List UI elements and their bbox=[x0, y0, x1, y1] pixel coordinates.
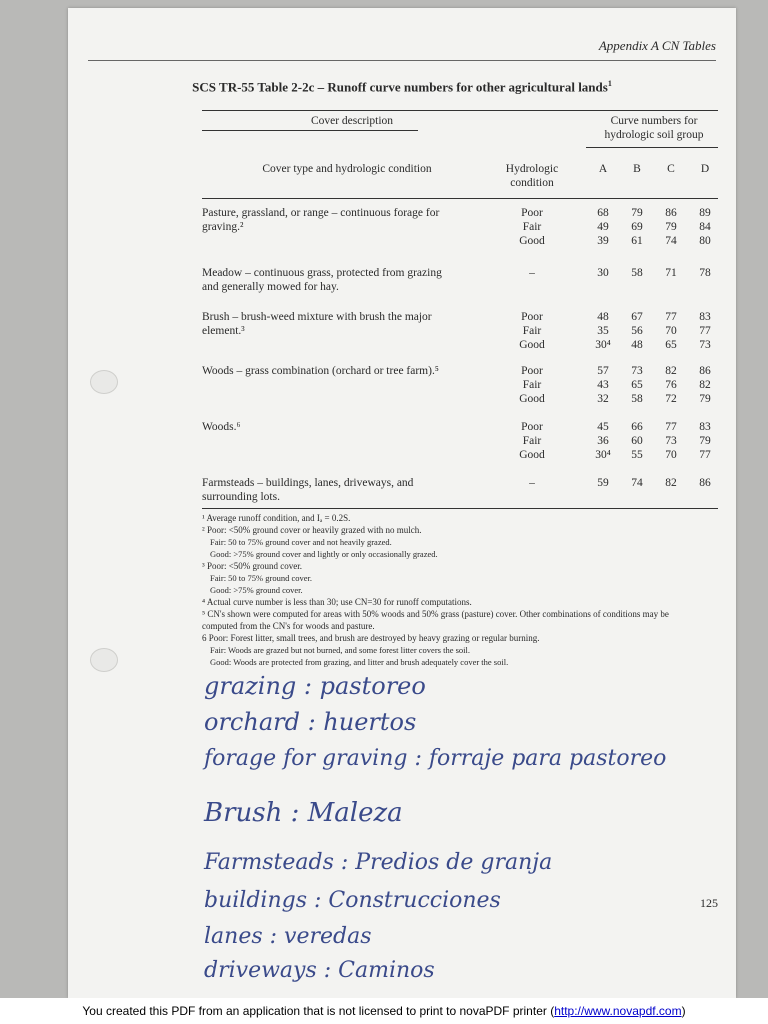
condition-cell: Poor bbox=[521, 207, 543, 219]
notice-suffix: ) bbox=[681, 1004, 686, 1018]
condition-cell: Poor bbox=[521, 311, 543, 323]
cn-c-cell: 86 bbox=[665, 207, 677, 219]
footnote-line: Good: >75% ground cover and lightly or only occasionally grazed. bbox=[210, 549, 438, 559]
condition-cell: Fair bbox=[522, 221, 542, 233]
cover-type-cell: Woods.⁶ bbox=[202, 421, 241, 433]
notice-prefix: You created this PDF from an application that is not licensed to print to novaPDF printer ( bbox=[82, 1004, 555, 1018]
cn-c-cell: 73 bbox=[665, 435, 677, 447]
handwritten-note: buildings : Construcciones bbox=[204, 888, 501, 913]
cn-d-cell: 79 bbox=[699, 393, 711, 405]
footnote-line: ² Poor: <50% ground cover or heavily grazed with no mulch. bbox=[202, 525, 422, 535]
footnote-line: Fair: Woods are grazed but not burned, and some forest litter covers the soil. bbox=[210, 645, 470, 655]
condition-cell: – bbox=[529, 477, 535, 489]
cn-b-cell: 65 bbox=[631, 379, 643, 391]
hydrologic-condition-header: Hydrologic condition bbox=[505, 163, 559, 189]
table-bottom-rule bbox=[202, 508, 718, 509]
cn-a-cell: 32 bbox=[597, 393, 609, 405]
cn-a-cell: 45 bbox=[597, 421, 609, 433]
curve-numbers-rule bbox=[586, 147, 718, 148]
cn-a-cell: 30⁴ bbox=[595, 449, 611, 461]
cn-b-cell: 69 bbox=[631, 221, 643, 233]
cn-d-cell: 79 bbox=[699, 435, 711, 447]
cn-d-cell: 80 bbox=[699, 235, 711, 247]
cn-d-cell: 73 bbox=[699, 339, 711, 351]
cn-d-cell: 86 bbox=[699, 365, 711, 377]
handwritten-note: lanes : veredas bbox=[204, 924, 372, 949]
condition-cell: Fair bbox=[522, 435, 542, 447]
group-c-header: C bbox=[667, 163, 675, 175]
cn-c-cell: 79 bbox=[665, 221, 677, 233]
cn-b-cell: 60 bbox=[631, 435, 643, 447]
cn-d-cell: 83 bbox=[699, 311, 711, 323]
cn-d-cell: 78 bbox=[699, 267, 711, 279]
cn-c-cell: 77 bbox=[665, 421, 677, 433]
cn-a-cell: 57 bbox=[597, 365, 609, 377]
footnote-line: ³ Poor: <50% ground cover. bbox=[202, 561, 303, 571]
cn-a-cell: 35 bbox=[597, 325, 609, 337]
cn-d-cell: 86 bbox=[699, 477, 711, 489]
handwritten-note: orchard : huertos bbox=[204, 708, 417, 736]
group-b-header: B bbox=[633, 163, 641, 175]
punch-hole bbox=[90, 648, 118, 672]
curve-numbers-header: Curve numbers for hydrologic soil group bbox=[604, 115, 704, 141]
cover-type-cell: Brush – brush-weed mixture with brush the major element.³ bbox=[202, 311, 432, 337]
handwritten-note: driveways : Caminos bbox=[204, 958, 435, 983]
condition-cell: Fair bbox=[522, 325, 542, 337]
cn-c-cell: 70 bbox=[665, 449, 677, 461]
cover-type-cell: Woods – grass combination (orchard or tree farm).⁵ bbox=[202, 365, 439, 377]
cn-b-cell: 73 bbox=[631, 365, 643, 377]
condition-cell: Fair bbox=[522, 379, 542, 391]
cn-b-cell: 58 bbox=[631, 393, 643, 405]
cn-c-cell: 82 bbox=[665, 477, 677, 489]
handwritten-note: grazing : pastoreo bbox=[204, 672, 426, 700]
condition-cell: Poor bbox=[521, 421, 543, 433]
footnote-line: computed from the CN's for woods and pasture. bbox=[202, 621, 375, 631]
cover-description-header: Cover description bbox=[310, 115, 394, 127]
handwritten-note: Brush : Maleza bbox=[204, 798, 403, 828]
cn-a-cell: 48 bbox=[597, 311, 609, 323]
cn-b-cell: 66 bbox=[631, 421, 643, 433]
cn-a-cell: 30 bbox=[597, 267, 609, 279]
table-title-text: SCS TR-55 Table 2-2c – Runoff curve numbers for other agricultural lands bbox=[192, 79, 608, 95]
cn-a-cell: 59 bbox=[597, 477, 609, 489]
condition-cell: – bbox=[529, 267, 535, 279]
novapdf-notice bbox=[0, 998, 768, 1024]
scanned-page bbox=[68, 8, 736, 998]
cover-type-cell: Pasture, grassland, or range – continuous forage for graving.² bbox=[202, 207, 440, 233]
cn-d-cell: 77 bbox=[699, 449, 711, 461]
cn-c-cell: 72 bbox=[665, 393, 677, 405]
condition-cell: Good bbox=[519, 449, 545, 461]
handwritten-note: forage for graving : forraje para pastoreo bbox=[204, 746, 667, 771]
cn-c-cell: 76 bbox=[665, 379, 677, 391]
cn-b-cell: 58 bbox=[631, 267, 643, 279]
cn-b-cell: 67 bbox=[631, 311, 643, 323]
footnote-line: ¹ Average runoff condition, and Iₐ = 0.2S. bbox=[202, 513, 351, 523]
cn-d-cell: 89 bbox=[699, 207, 711, 219]
cn-a-cell: 39 bbox=[597, 235, 609, 247]
cn-a-cell: 49 bbox=[597, 221, 609, 233]
cn-a-cell: 30⁴ bbox=[595, 339, 611, 351]
cn-d-cell: 77 bbox=[699, 325, 711, 337]
group-d-header: D bbox=[700, 163, 710, 175]
cover-description-rule bbox=[202, 130, 418, 131]
cn-b-cell: 79 bbox=[631, 207, 643, 219]
group-a-header: A bbox=[598, 163, 608, 175]
punch-hole bbox=[90, 370, 118, 394]
footnote-line: Fair: 50 to 75% ground cover. bbox=[210, 573, 312, 583]
cover-type-header: Cover type and hydrologic condition bbox=[262, 163, 432, 175]
cover-type-cell: Meadow – continuous grass, protected from grazing and generally mowed for hay. bbox=[202, 267, 442, 293]
condition-cell: Good bbox=[519, 339, 545, 351]
cn-b-cell: 55 bbox=[631, 449, 643, 461]
footnote-line: 6 Poor: Forest litter, small trees, and brush are destroyed by heavy grazing or regular burning. bbox=[202, 633, 540, 643]
condition-cell: Good bbox=[519, 393, 545, 405]
table-title bbox=[68, 79, 736, 95]
cn-b-cell: 48 bbox=[631, 339, 643, 351]
cn-c-cell: 70 bbox=[665, 325, 677, 337]
footnote-line: ⁴ Actual curve number is less than 30; use CN=30 for runoff computations. bbox=[202, 597, 472, 607]
cn-b-cell: 56 bbox=[631, 325, 643, 337]
footnote-line: ⁵ CN's shown were computed for areas with 50% woods and 50% grass (pasture) cover. Other combinations of conditions may be bbox=[202, 609, 669, 619]
cn-d-cell: 82 bbox=[699, 379, 711, 391]
condition-cell: Good bbox=[519, 235, 545, 247]
header-bottom-rule bbox=[202, 198, 718, 199]
novapdf-link[interactable]: http://www.novapdf.com bbox=[554, 1004, 682, 1018]
header-rule bbox=[88, 60, 716, 61]
title-footnote-mark: 1 bbox=[607, 79, 612, 88]
cn-d-cell: 84 bbox=[699, 221, 711, 233]
condition-cell: Poor bbox=[521, 365, 543, 377]
appendix-header: Appendix A CN Tables bbox=[598, 38, 716, 53]
footnote-line: Good: Woods are protected from grazing, and litter and brush adequately cover the soil. bbox=[210, 657, 509, 667]
cn-b-cell: 74 bbox=[631, 477, 643, 489]
cn-a-cell: 43 bbox=[597, 379, 609, 391]
cn-b-cell: 61 bbox=[631, 235, 643, 247]
cn-a-cell: 36 bbox=[597, 435, 609, 447]
cover-type-cell: Farmsteads – buildings, lanes, driveways, and surrounding lots. bbox=[202, 477, 414, 503]
footnote-line: Fair: 50 to 75% ground cover and not heavily grazed. bbox=[210, 537, 392, 547]
cn-c-cell: 71 bbox=[665, 267, 677, 279]
cn-d-cell: 83 bbox=[699, 421, 711, 433]
cn-c-cell: 77 bbox=[665, 311, 677, 323]
table-top-rule bbox=[202, 110, 718, 111]
cn-c-cell: 65 bbox=[665, 339, 677, 351]
page-number: 125 bbox=[700, 896, 718, 910]
cn-c-cell: 74 bbox=[665, 235, 677, 247]
cn-c-cell: 82 bbox=[665, 365, 677, 377]
handwritten-note: Farmsteads : Predios de granja bbox=[204, 850, 553, 875]
cn-a-cell: 68 bbox=[597, 207, 609, 219]
footnotes bbox=[202, 512, 722, 668]
footnote-line: Good: >75% ground cover. bbox=[210, 585, 303, 595]
